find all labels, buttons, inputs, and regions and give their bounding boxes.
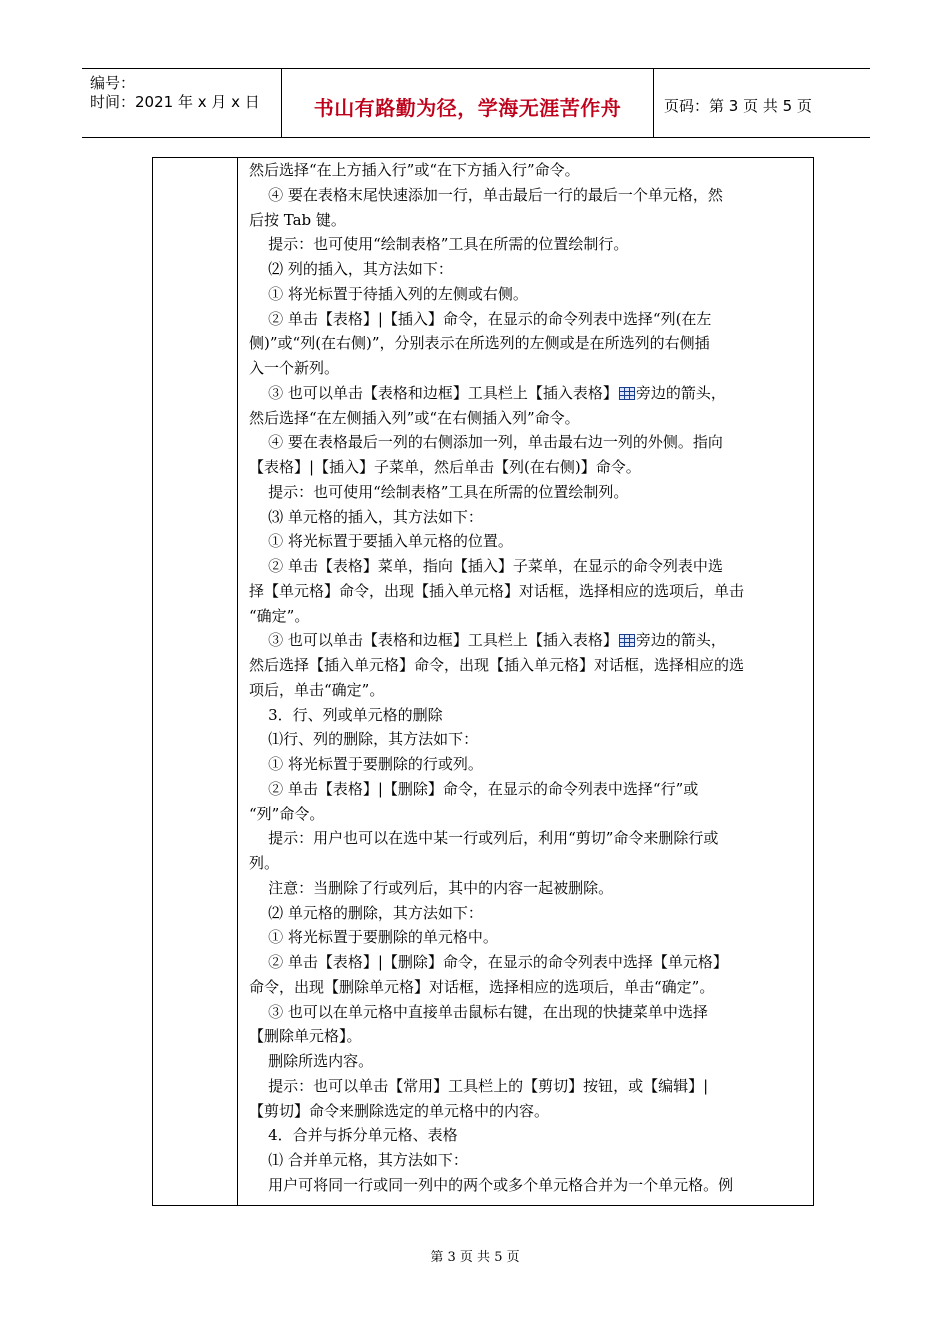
text-line-content: 4．合并与拆分单元格、表格 bbox=[249, 1126, 458, 1145]
text-line bbox=[249, 1000, 805, 1025]
text-line-content: ③ 也可以单击【表格和边框】工具栏上【插入表格】 bbox=[249, 631, 618, 650]
text-line-content: 然后选择“在左侧插入列”或“在右侧插入列”命令。 bbox=[249, 408, 580, 427]
text-line-content: ① 将光标置于要删除的单元格中。 bbox=[249, 928, 498, 947]
text-line-tail: 旁边的箭头， bbox=[635, 383, 726, 402]
text-line-content: 入一个新列。 bbox=[249, 359, 340, 377]
content-cell bbox=[249, 158, 805, 1198]
text-line-content: 【剪切】命令来删除选定的单元格中的内容。 bbox=[249, 1101, 550, 1120]
text-line bbox=[249, 257, 805, 282]
text-line-content: 命令，出现【删除单元格】对话框，选择相应的选项后，单击“确定”。 bbox=[249, 977, 715, 996]
text-line-content: 3．行、列或单元格的删除 bbox=[249, 705, 443, 724]
text-line bbox=[249, 430, 805, 455]
text-line bbox=[249, 975, 805, 1000]
text-line-content: “列”命令。 bbox=[249, 804, 325, 823]
header-motto: 书山有路勤为径，学海无涯苦作舟 bbox=[313, 96, 622, 120]
insert-table-icon bbox=[619, 387, 635, 400]
header-left-cell bbox=[82, 69, 282, 137]
text-line-content: ⑴行、列的删除，其方法如下： bbox=[249, 730, 479, 749]
header-right-cell bbox=[654, 69, 870, 137]
text-line-content: 提示：用户也可以在选中某一行或列后，利用“剪切”命令来删除行或 bbox=[249, 829, 719, 848]
text-line bbox=[249, 826, 805, 851]
text-line-content: ② 单击【表格】|【插入】命令，在显示的命令列表中选择“列(在左 bbox=[249, 309, 712, 328]
text-line-content: 提示：也可使用“绘制表格”工具在所需的位置绘制列。 bbox=[249, 482, 629, 501]
text-line bbox=[249, 331, 805, 356]
text-line bbox=[249, 406, 805, 431]
header-middle-cell bbox=[282, 69, 654, 137]
text-line-content: 注意：当删除了行或列后，其中的内容一起被删除。 bbox=[249, 878, 614, 897]
text-line bbox=[249, 232, 805, 257]
text-line bbox=[249, 752, 805, 777]
text-line-content: “确定”。 bbox=[249, 606, 310, 625]
document-code-label: 编号： bbox=[90, 74, 136, 92]
text-line bbox=[249, 282, 805, 307]
text-line bbox=[249, 604, 805, 629]
text-line-content: 【表格】|【插入】子菜单，然后单击【列(在右侧)】命令。 bbox=[249, 458, 641, 476]
text-line bbox=[249, 1024, 805, 1049]
text-line bbox=[249, 1074, 805, 1099]
text-line-content: ① 将光标置于要插入单元格的位置。 bbox=[249, 532, 513, 551]
header-page-number: 页码：第 3 页 共 5 页 bbox=[664, 97, 812, 115]
text-line bbox=[249, 678, 805, 703]
table-column-divider bbox=[237, 158, 238, 1205]
text-line bbox=[249, 950, 805, 975]
document-date-label: 时间：2021 年 x 月 x 日 bbox=[90, 93, 260, 111]
text-line-content: ④ 要在表格末尾快速添加一行，单击最后一行的最后一个单元格，然 bbox=[249, 185, 723, 204]
content-table bbox=[152, 157, 814, 1206]
text-line-content: ⑵ 列的插入，其方法如下： bbox=[249, 260, 453, 278]
text-line bbox=[249, 1049, 805, 1074]
text-line bbox=[249, 777, 805, 802]
text-line bbox=[249, 579, 805, 604]
text-line-content: 后按 Tab 键。 bbox=[249, 210, 346, 229]
text-line-content: 用户可将同一行或同一列中的两个或多个单元格合并为一个单元格。例 bbox=[249, 1175, 734, 1194]
text-line-content: ⑶ 单元格的插入，其方法如下： bbox=[249, 507, 483, 526]
text-line-content: ③ 也可以在单元格中直接单击鼠标右键，在出现的快捷菜单中选择 bbox=[249, 1002, 708, 1021]
text-line bbox=[249, 1148, 805, 1173]
text-line bbox=[249, 876, 805, 901]
text-line bbox=[249, 381, 805, 406]
text-line bbox=[249, 851, 805, 876]
text-line-content: 删除所选内容。 bbox=[249, 1052, 374, 1070]
text-line bbox=[249, 1173, 805, 1198]
text-line-content: 择【单元格】命令，出现【插入单元格】对话框，选择相应的选项后，单击 bbox=[249, 581, 745, 600]
text-line-content: ② 单击【表格】|【删除】命令，在显示的命令列表中选择【单元格】 bbox=[249, 953, 728, 971]
text-line-content: 提示：也可以单击【常用】工具栏上的【剪切】按钮，或【编辑】| bbox=[249, 1076, 709, 1095]
text-line bbox=[249, 158, 805, 183]
text-line bbox=[249, 925, 805, 950]
text-line-content: ④ 要在表格最后一列的右侧添加一列，单击最右边一列的外侧。指向 bbox=[249, 433, 723, 452]
text-line bbox=[249, 1123, 805, 1148]
text-line bbox=[249, 653, 805, 678]
text-line bbox=[249, 727, 805, 752]
text-line bbox=[249, 183, 805, 208]
text-line-content: 提示：也可使用“绘制表格”工具在所需的位置绘制行。 bbox=[249, 235, 629, 254]
text-line bbox=[249, 356, 805, 381]
text-line bbox=[249, 455, 805, 480]
text-line-content: 列。 bbox=[249, 854, 280, 872]
text-line bbox=[249, 901, 805, 926]
text-line bbox=[249, 529, 805, 554]
insert-table-icon bbox=[619, 634, 635, 647]
text-line bbox=[249, 1099, 805, 1124]
text-line-content: ⑴ 合并单元格，其方法如下： bbox=[249, 1151, 468, 1169]
text-line-content: 然后选择“在上方插入行”或“在下方插入行”命令。 bbox=[249, 161, 580, 179]
text-line-content: ③ 也可以单击【表格和边框】工具栏上【插入表格】 bbox=[249, 383, 618, 402]
text-line-content: 【删除单元格】。 bbox=[249, 1027, 362, 1046]
text-line-content: ② 单击【表格】菜单，指向【插入】子菜单，在显示的命令列表中选 bbox=[249, 557, 723, 575]
text-line-content: ① 将光标置于待插入列的左侧或右侧。 bbox=[249, 284, 528, 303]
page-header bbox=[82, 68, 870, 138]
text-line-tail: 旁边的箭头， bbox=[635, 631, 726, 650]
text-line bbox=[249, 628, 805, 653]
text-line bbox=[249, 480, 805, 505]
text-line bbox=[249, 505, 805, 530]
text-line bbox=[249, 703, 805, 728]
text-line-content: ⑵ 单元格的删除，其方法如下： bbox=[249, 903, 483, 922]
text-line bbox=[249, 208, 805, 233]
text-line bbox=[249, 554, 805, 579]
text-line-content: 然后选择【插入单元格】命令，出现【插入单元格】对话框，选择相应的选 bbox=[249, 656, 745, 674]
text-line bbox=[249, 307, 805, 332]
text-line-content: 侧)”或“列(在右侧)”，分别表示在所选列的左侧或是在所选列的右侧插 bbox=[249, 334, 710, 353]
page-footer: 第 3 页 共 5 页 bbox=[430, 1250, 520, 1265]
text-line-content: ② 单击【表格】|【删除】命令，在显示的命令列表中选择“行”或 bbox=[249, 779, 699, 798]
text-line bbox=[249, 802, 805, 827]
text-line-content: 项后，单击“确定”。 bbox=[249, 680, 385, 699]
text-line-content: ① 将光标置于要删除的行或列。 bbox=[249, 755, 483, 773]
